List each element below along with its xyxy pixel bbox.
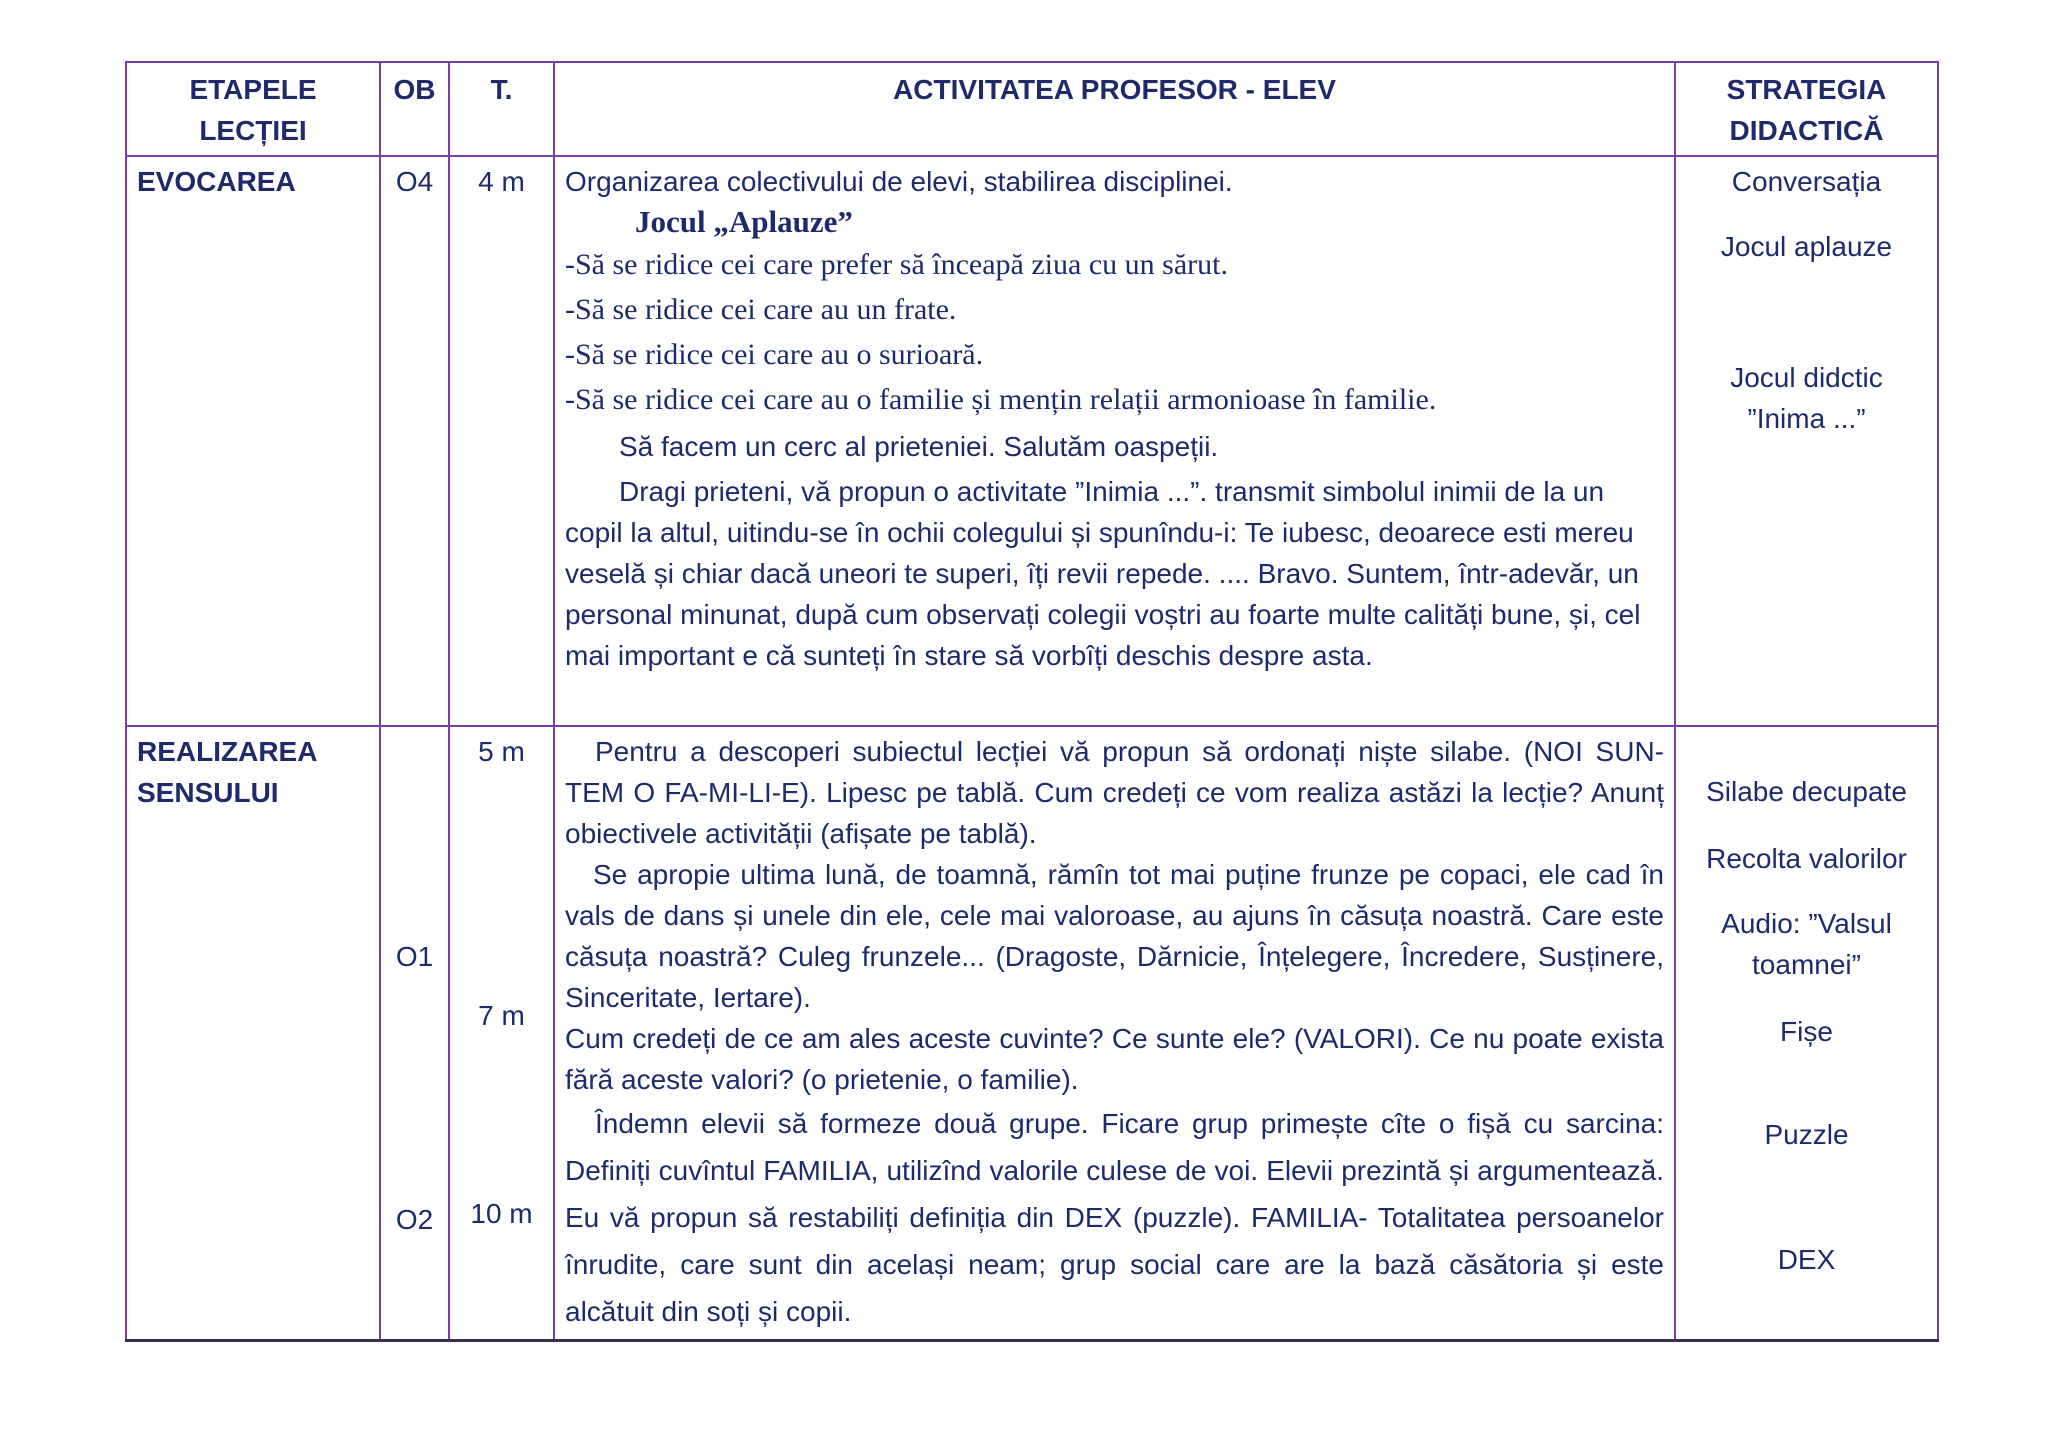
objective-cell — [380, 726, 449, 1341]
strategy-item: Audio: ”Valsul — [1721, 908, 1892, 939]
strategy-item: DEX — [1777, 1244, 1836, 1275]
strategy-cell — [1675, 726, 1938, 1341]
game-line: -Să se ridice cei care au o surioară. — [565, 338, 984, 371]
strategy-item: Jocul didctic — [1730, 362, 1883, 393]
objective-item: O2 — [395, 1204, 434, 1235]
strategy-item: Conversația — [1731, 166, 1882, 197]
game-line: -Să se ridice cei care au un frate. — [565, 293, 957, 326]
lesson-plan-table — [125, 61, 1939, 1342]
activity-paragraph: Pentru a descoperi subiectul lecției vă propun să ordonați niște silabe. (NOI SUN-TEM O FA-MI-LI-E). Lipesc pe tablă. Cum credeți ce vom realiza astăzi la lecție? Anunț obiectivele activității (afișate pe tablă). — [565, 736, 1664, 849]
header-activity: ACTIVITATEA PROFESOR - ELEV — [554, 62, 1675, 156]
strategy-item: Silabe decupate — [1706, 776, 1907, 807]
stage-line: SENSULUI — [137, 777, 279, 808]
strategy-item: ”Inima ...” — [1747, 403, 1866, 434]
strategy-cell — [1675, 156, 1938, 726]
stage-realizarea — [126, 726, 380, 1341]
header-time: T. — [449, 62, 554, 156]
activity-cell — [554, 726, 1675, 1341]
activity-paragraph: Dragi prieteni, vă propun o activitate ”Inimia ...”. transmit simbolul inimii de la un copil la altul, uitindu-se în ochii colegului și spunîndu-i: Te iubesc, deoarece esti mereu veselă și chiar dacă uneori te superi, îți revii repede. .... Bravo. Suntem, într-adevăr, un personal minunat, după cum observați colegii voștri au foarte multe calități bune, și, cel mai important e că sunteți în stare să vorbîți deschis despre asta. — [565, 476, 1641, 671]
objective-item: O1 — [395, 941, 434, 972]
activity-paragraph: Cum credeți de ce am ales aceste cuvinte? Ce sunte ele? (VALORI). Ce nu poate exista fără aceste valori? (o prietenie, o familie). — [565, 1023, 1664, 1095]
game-title: Jocul „Aplauze” — [635, 204, 853, 239]
activity-paragraph: Se apropie ultima lună, de toamnă, rămîn tot mai puține frunze pe copaci, ele cad în vals de dans și unele din ele, cele mai valoroase, au ajuns în căsuța noastră. Care este căsuța noastră? Culeg frunzele... (Dragoste, Dărnicie, Înțelegere, Încredere, Susținere, Sinceritate, Iertare). — [565, 859, 1664, 1013]
game-line: -Să se ridice cei care prefer să înceapă ziua cu un sărut. — [565, 248, 1228, 281]
strategy-item: Recolta valorilor — [1706, 843, 1907, 874]
strategy-item: toamnei” — [1752, 949, 1861, 980]
time-cell — [449, 726, 554, 1341]
stage-evocarea: EVOCAREA — [126, 156, 380, 726]
header-row — [126, 62, 1938, 156]
stage-line: REALIZAREA — [137, 736, 318, 767]
header-objective: OB — [380, 62, 449, 156]
activity-paragraph: Îndemn elevii să formeze două grupe. Ficare grup primește cîte o fișă cu sarcina: Definiți cuvîntul FAMILIA, utilizînd valorile culese de voi. Elevii prezintă și argumentează. Eu vă propun să restabiliți definiția din DEX (puzzle). FAMILIA- Totalitatea persoanelor înrudite, care sunt din același neam; grup social care are la bază căsătoria și este alcătuit din soți și copii. — [565, 1108, 1664, 1327]
game-line: -Să se ridice cei care au o familie și mențin relații armonioase în familie. — [565, 383, 1437, 416]
time-cell: 4 m — [449, 156, 554, 726]
header-stage: ETAPELE LECȚIEI — [126, 62, 380, 156]
strategy-item: Fișe — [1780, 1016, 1833, 1047]
header-strategy: STRATEGIA DIDACTICĂ — [1675, 62, 1938, 156]
time-item: 5 m — [478, 736, 525, 767]
row-realizarea — [126, 726, 1938, 1341]
activity-cell — [554, 156, 1675, 726]
circle-text: Să facem un cerc al prieteniei. Salutăm oaspeții. — [619, 431, 1219, 462]
strategy-item: Jocul aplauze — [1720, 231, 1893, 262]
strategy-item: Puzzle — [1764, 1119, 1849, 1150]
objective-cell: O4 — [380, 156, 449, 726]
row-evocarea — [126, 156, 1938, 726]
time-item: 10 m — [470, 1198, 533, 1229]
intro-text: Organizarea colectivului de elevi, stabilirea disciplinei. — [565, 166, 1233, 197]
time-item: 7 m — [478, 1000, 525, 1031]
